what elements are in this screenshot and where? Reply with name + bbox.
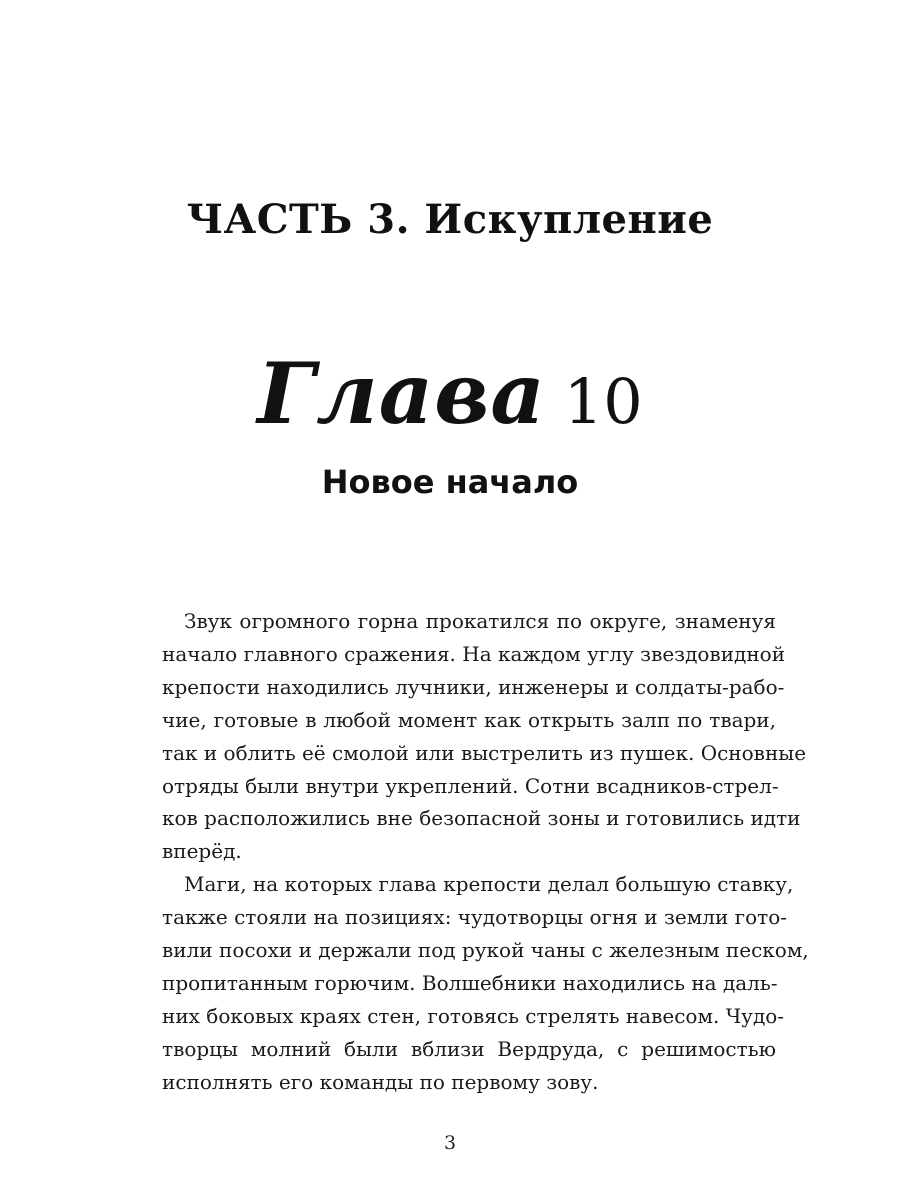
chapter-body <box>162 605 809 1099</box>
text-line: начало главного сражения. На каждом углу звездовидной <box>162 641 786 666</box>
chapter-word: Глава <box>257 344 546 443</box>
text-line: отряды были внутри укреплений. Сотни всадников-стрел- <box>162 773 779 798</box>
chapter-title: Новое начало <box>321 463 579 501</box>
part-title: ЧАСТЬ 3. Искупление <box>186 196 714 243</box>
text-line: пропитанным горючим. Волшебники находились на даль- <box>162 970 778 995</box>
chapter-number: 10 <box>563 365 643 438</box>
text-line: творцы молний были вблизи Вердруда, с решимостью <box>162 1036 776 1061</box>
chapter-heading <box>0 344 900 443</box>
text-line: Маги, на которых глава крепости делал большую ставку, <box>184 872 794 897</box>
text-line: так и облить её смолой или выстрелить из пушек. Основные <box>162 740 807 765</box>
text-line: чие, готовые в любой момент как открыть залп по твари, <box>162 707 776 732</box>
text-line: вперёд. <box>162 839 242 864</box>
text-line: Звук огромного горна прокатился по округе, знаменуя <box>184 609 776 633</box>
text-line: крепости находились лучники, инженеры и солдаты-рабо- <box>162 674 785 699</box>
text-line: исполнять его команды по первому зову. <box>162 1069 599 1094</box>
page-number: 3 <box>443 1132 457 1154</box>
paragraph-1 <box>162 605 807 868</box>
text-line: них боковых краях стен, готовясь стрелять навесом. Чудо- <box>162 1003 785 1028</box>
text-line: ков расположились вне безопасной зоны и готовились идти <box>162 806 801 831</box>
text-line: вили посохи и держали под рукой чаны с железным песком, <box>162 938 809 963</box>
text-line: также стояли на позициях: чудотворцы огня и земли гото- <box>162 905 788 930</box>
paragraph-2 <box>162 868 809 1098</box>
